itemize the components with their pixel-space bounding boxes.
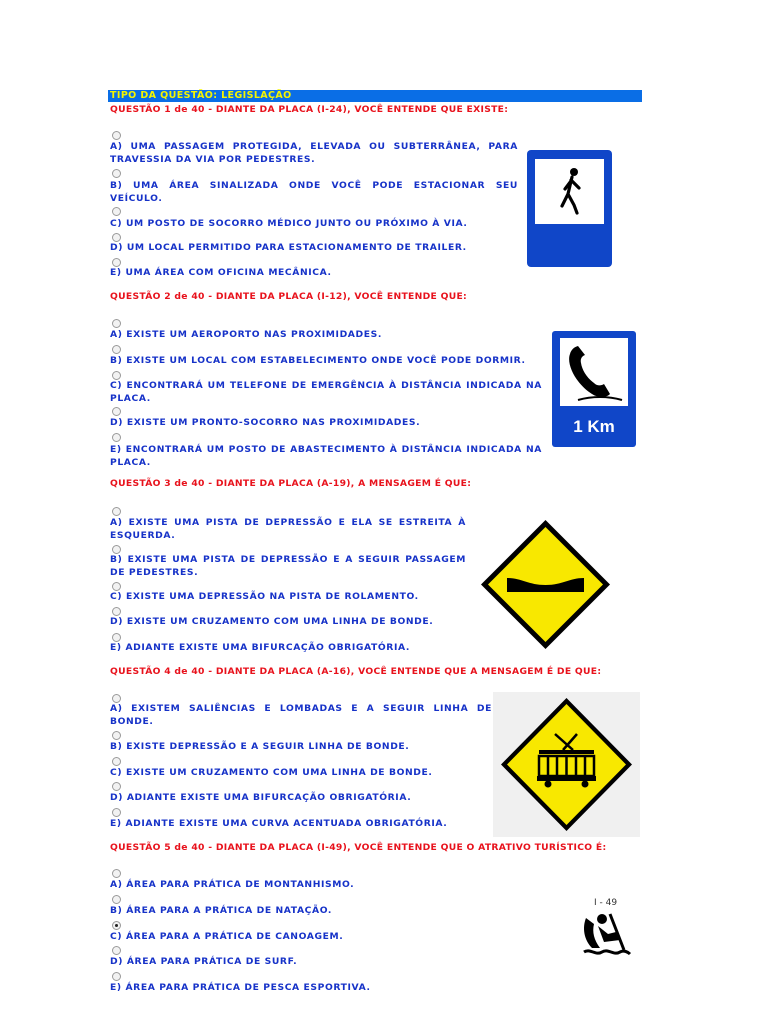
canoeing-sign-icon	[580, 910, 632, 958]
q1-option-b-radio[interactable]	[112, 169, 121, 178]
q3-option-a[interactable]: A) EXISTE UMA PISTA DE DEPRESSÃO E ELA SE ESTREITA À ESQUERDA.	[110, 517, 466, 541]
q4-option-e-radio[interactable]	[112, 808, 121, 817]
q5-option-c[interactable]: C) ÁREA PARA A PRÁTICA DE CANOAGEM.	[110, 931, 344, 942]
q3-option-a-radio[interactable]	[112, 507, 121, 516]
emergency-telephone-sign	[552, 331, 636, 447]
q5-option-c-radio[interactable]	[112, 921, 121, 930]
q2-option-e[interactable]: E) ENCONTRARÁ UM POSTO DE ABASTECIMENTO À DISTÂNCIA INDICADA NA PLACA.	[110, 444, 542, 468]
q2-option-e-radio[interactable]	[112, 433, 121, 442]
q2-option-c[interactable]: C) ENCONTRARÁ UM TELEFONE DE EMERGÊNCIA À DISTÂNCIA INDICADA NA PLACA.	[110, 380, 542, 404]
q4-option-d-radio[interactable]	[112, 782, 121, 791]
q5-option-e[interactable]: E) ÁREA PARA PRÁTICA DE PESCA ESPORTIVA.	[110, 982, 371, 993]
q4-option-c-radio[interactable]	[112, 757, 121, 766]
q4-option-e[interactable]: E) ADIANTE EXISTE UMA CURVA ACENTUADA OBRIGATÓRIA.	[110, 818, 448, 829]
q1-option-d[interactable]: D) UM LOCAL PERMITIDO PARA ESTACIONAMENTO DE TRAILER.	[110, 242, 467, 253]
q4-option-d[interactable]: D) ADIANTE EXISTE UMA BIFURCAÇÃO OBRIGATÓRIA.	[110, 792, 412, 803]
question-type-header: TIPO DA QUESTÃO: LEGISLAÇÃO	[108, 90, 642, 102]
q3-option-d[interactable]: D) EXISTE UM CRUZAMENTO COM UMA LINHA DE BONDE.	[110, 616, 434, 627]
q1-option-e[interactable]: E) UMA ÁREA COM OFICINA MECÂNICA.	[110, 267, 332, 278]
question-2-title: QUESTÃO 2 de 40 - DIANTE DA PLACA (I-12), VOCÊ ENTENDE QUE:	[110, 291, 467, 302]
question-5-title: QUESTÃO 5 de 40 - DIANTE DA PLACA (I-49), VOCÊ ENTENDE QUE O ATRATIVO TURÍSTICO É:	[110, 842, 607, 853]
telephone-icon	[560, 338, 628, 406]
q5-option-a-radio[interactable]	[112, 869, 121, 878]
q3-option-b[interactable]: B) EXISTE UMA PISTA DE DEPRESSÃO E A SEGUIR PASSAGEM DE PEDESTRES.	[110, 554, 466, 578]
q5-option-d-radio[interactable]	[112, 946, 121, 955]
question-1-title: QUESTÃO 1 de 40 - DIANTE DA PLACA (I-24), VOCÊ ENTENDE QUE EXISTE:	[110, 104, 509, 115]
q2-option-b-radio[interactable]	[112, 345, 121, 354]
q1-option-c[interactable]: C) UM POSTO DE SOCORRO MÉDICO JUNTO OU PRÓXIMO À VIA.	[110, 218, 468, 229]
q1-option-a-radio[interactable]	[112, 131, 121, 140]
q5-option-e-radio[interactable]	[112, 972, 121, 981]
q1-option-b[interactable]: B) UMA ÁREA SINALIZADA ONDE VOCÊ PODE ESTACIONAR SEU VEÍCULO.	[110, 180, 518, 204]
pedestrian-crossing-sign-icon	[527, 150, 612, 267]
q2-option-a-radio[interactable]	[112, 319, 121, 328]
question-3-title: QUESTÃO 3 de 40 - DIANTE DA PLACA (A-19), A MENSAGEM É QUE:	[110, 478, 472, 489]
depression-warning-sign-icon	[479, 518, 612, 651]
q5-option-b-radio[interactable]	[112, 895, 121, 904]
q4-option-c[interactable]: C) EXISTE UM CRUZAMENTO COM UMA LINHA DE BONDE.	[110, 767, 433, 778]
question-4-title: QUESTÃO 4 de 40 - DIANTE DA PLACA (A-16), VOCÊ ENTENDE QUE A MENSAGEM É DE QUE:	[110, 666, 602, 677]
sign-distance-label: 1 Km	[573, 417, 615, 436]
q4-option-a[interactable]: A) EXISTEM SALIÊNCIAS E LOMBADAS E A SEGUIR LINHA DE BONDE.	[110, 703, 492, 727]
q5-option-d[interactable]: D) ÁREA PARA PRÁTICA DE SURF.	[110, 956, 298, 967]
tram-crossing-sign-icon	[493, 692, 640, 837]
sign-code-label: I - 49	[594, 898, 618, 908]
q4-option-b-radio[interactable]	[112, 731, 121, 740]
q5-option-b[interactable]: B) ÁREA PARA A PRÁTICA DE NATAÇÃO.	[110, 905, 333, 916]
q3-option-e[interactable]: E) ADIANTE EXISTE UMA BIFURCAÇÃO OBRIGATÓRIA.	[110, 642, 410, 653]
q1-option-c-radio[interactable]	[112, 207, 121, 216]
q2-option-d[interactable]: D) EXISTE UM PRONTO-SOCORRO NAS PROXIMIDADES.	[110, 417, 421, 428]
q2-option-b[interactable]: B) EXISTE UM LOCAL COM ESTABELECIMENTO ONDE VOCÊ PODE DORMIR.	[110, 355, 526, 366]
q2-option-a[interactable]: A) EXISTE UM AEROPORTO NAS PROXIMIDADES.	[110, 329, 382, 340]
q2-option-d-radio[interactable]	[112, 407, 121, 416]
q4-option-b[interactable]: B) EXISTE DEPRESSÃO E A SEGUIR LINHA DE BONDE.	[110, 741, 410, 752]
q5-option-a[interactable]: A) ÁREA PARA PRÁTICA DE MONTANHISMO.	[110, 879, 355, 890]
q1-option-a[interactable]: A) UMA PASSAGEM PROTEGIDA, ELEVADA OU SUBTERRÂNEA, PARA TRAVESSIA DA VIA POR PEDESTRES.	[110, 141, 518, 165]
q3-option-c[interactable]: C) EXISTE UMA DEPRESSÃO NA PISTA DE ROLAMENTO.	[110, 591, 419, 602]
